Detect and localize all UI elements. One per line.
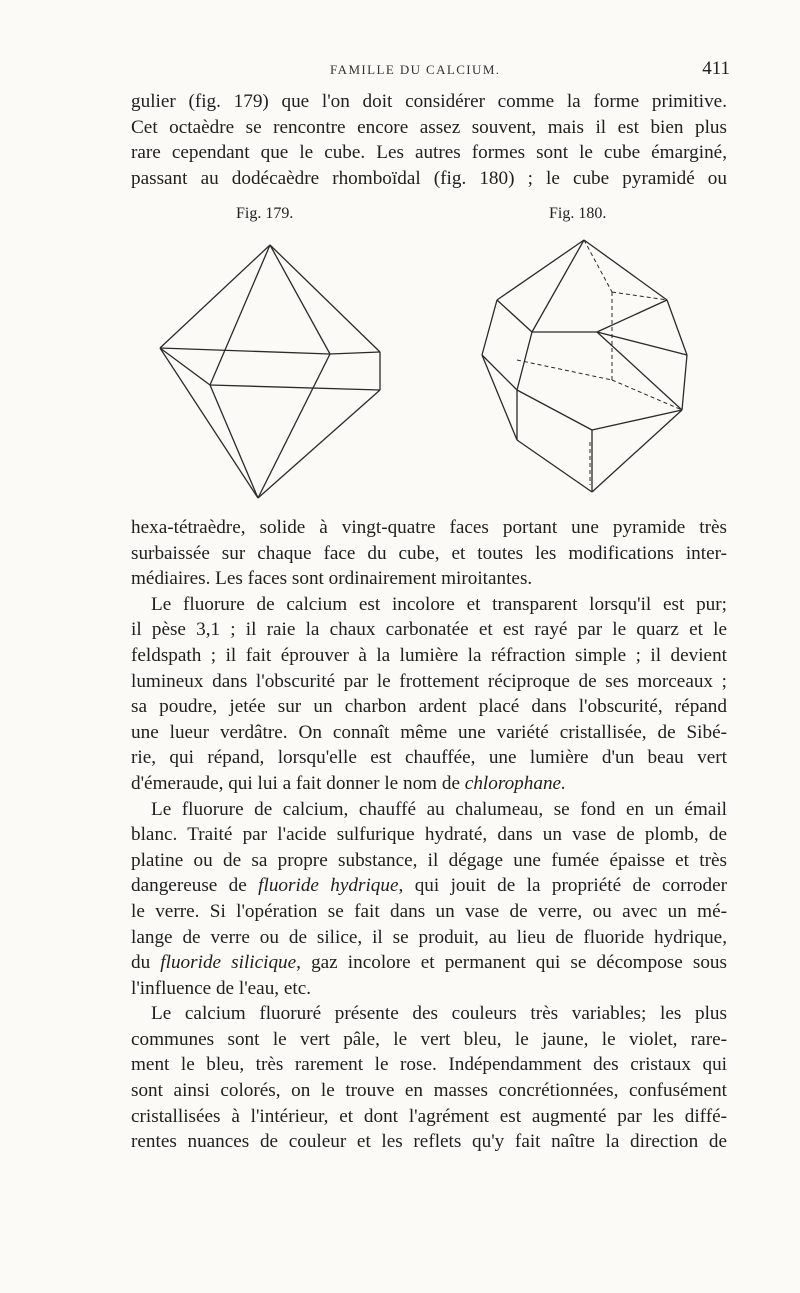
figure-180-caption: Fig. 180. [549, 205, 607, 222]
text-line: gulier (fig. 179) que l'on doit considérer comme la forme primitive. [131, 91, 727, 112]
text-line: Le calcium fluoruré présente des couleurs très variables; les plus [151, 1003, 727, 1025]
crystal-edge [592, 410, 682, 492]
crystal-edge [497, 240, 584, 300]
text-fragment: , gaz incolore et permanent qui se décompose sous [296, 952, 727, 974]
crystal-edge [597, 332, 687, 355]
crystal-edge [258, 390, 380, 498]
crystal-edge [682, 355, 687, 410]
crystal-edge [160, 245, 270, 348]
octahedron-drawing [150, 230, 390, 505]
text-line [131, 771, 727, 797]
crystal-edge [160, 348, 330, 354]
crystal-edge [517, 390, 592, 430]
crystal-edge [517, 332, 532, 390]
text-line: rentes nuances de couleur et les reflets qu'y fait naître la direction de [131, 1131, 727, 1153]
text-fragment: d'émeraude, qui lui a fait donner le nom de [131, 772, 465, 794]
text-line: l'influence de l'eau, etc. [131, 977, 312, 999]
text-line: passant au dodécaèdre rhomboïdal (fig. 180) ; le cube pyramidé ou [131, 167, 727, 189]
dodecahedron-drawing [472, 230, 702, 505]
crystal-edge [160, 348, 258, 498]
text-line: ment le bleu, très rarement le rose. Indépendamment des cristaux qui [131, 1054, 727, 1076]
italic-term: chlorophane. [464, 772, 566, 794]
crystal-edge [584, 240, 667, 300]
text-line: médiaires. Les faces sont ordinairement miroitantes. [131, 568, 533, 590]
main-text [131, 515, 727, 1155]
crystal-edge [612, 292, 667, 300]
text-line: Le fluorure de calcium est incolore et transparent lorsqu'il est pur; [151, 593, 727, 615]
crystal-edge [584, 240, 612, 292]
running-head [130, 58, 730, 86]
crystal-edge [667, 300, 687, 355]
text-fragment: dangereuse de [131, 875, 259, 897]
crystal-edge [210, 245, 270, 385]
text-line: sa poudre, jetée sur un charbon ardent placé dans l'obscurité, répand [131, 696, 727, 718]
crystal-edge [482, 300, 497, 355]
text-line: feldspath ; il fait éprouver à la lumière la réfraction simple ; il devient [131, 644, 727, 666]
text-line: le verre. Si l'opération se fait dans un vase de verre, ou avec un mé- [131, 900, 727, 922]
figure-179-caption: Fig. 179. [236, 205, 294, 222]
crystal-edge [592, 410, 682, 430]
text-line [131, 950, 727, 976]
crystal-edge [160, 348, 210, 385]
italic-term: fluoride hydrique [258, 875, 399, 897]
crystal-edge [517, 440, 592, 492]
text-fragment: , qui jouit de la propriété de corroder [398, 875, 727, 897]
text-line: hexa-tétraèdre, solide à vingt-quatre faces portant une pyramide très [131, 517, 727, 538]
text-line [131, 873, 727, 899]
text-line: sont ainsi colorés, on le trouve en masses concrétionnées, confusément [131, 1080, 727, 1102]
crystal-edge [482, 355, 517, 390]
text-line: une lueur verdâtre. On connaît même une variété cristallisée, de Sibé- [131, 721, 727, 743]
top-paragraph [131, 89, 727, 191]
figure-179-octahedron [150, 230, 390, 505]
crystal-edge [270, 245, 380, 352]
text-line: cristallisées à l'intérieur, et dont l'agrément est augmenté par les diffé- [131, 1105, 727, 1127]
crystal-edge [597, 332, 682, 410]
text-line: il pèse 3,1 ; il raie la chaux carbonatée et est rayé par le quarz et le [131, 619, 727, 641]
page-number: 411 [702, 58, 730, 79]
crystal-edge [270, 245, 330, 354]
crystal-edge [258, 354, 330, 498]
italic-term: fluoride silicique [160, 952, 297, 974]
text-line: Le fluorure de calcium, chauffé au chalumeau, se fond en un émail [151, 798, 727, 820]
crystal-edge [210, 385, 258, 498]
crystal-edge [612, 380, 682, 410]
text-line: lange de verre ou de silice, il se produit, au lieu de fluoride hydrique, [131, 926, 727, 948]
crystal-edge [497, 300, 532, 332]
text-line: rie, qui répand, lorsqu'elle est chauffée, une lumière d'un beau vert [131, 747, 727, 769]
text-line: communes sont le vert pâle, le vert bleu, le jaune, le violet, rare- [131, 1028, 727, 1050]
running-title: FAMILLE DU CALCIUM. [330, 62, 501, 77]
crystal-edge [597, 300, 667, 332]
crystal-edge [330, 352, 380, 354]
crystal-edge [517, 360, 612, 380]
text-line: platine ou de sa propre substance, il dégage une fumée épaisse et très [131, 849, 727, 871]
text-line: surbaissée sur chaque face du cube, et toutes les modifications inter- [131, 542, 727, 564]
figure-180-dodecahedron [472, 230, 702, 505]
crystal-edge [210, 385, 380, 390]
text-line: Cet octaèdre se rencontre encore assez souvent, mais il est bien plus [131, 116, 727, 138]
crystal-edge [482, 355, 517, 440]
text-line: rare cependant que le cube. Les autres formes sont le cube émarginé, [131, 142, 727, 164]
text-line: lumineux dans l'obscurité par le frottement réciproque de ses morceaux ; [131, 670, 727, 692]
text-line: blanc. Traité par l'acide sulfurique hydraté, dans un vase de plomb, de [131, 824, 727, 846]
text-fragment: du [131, 952, 161, 974]
crystal-edge [532, 240, 584, 332]
